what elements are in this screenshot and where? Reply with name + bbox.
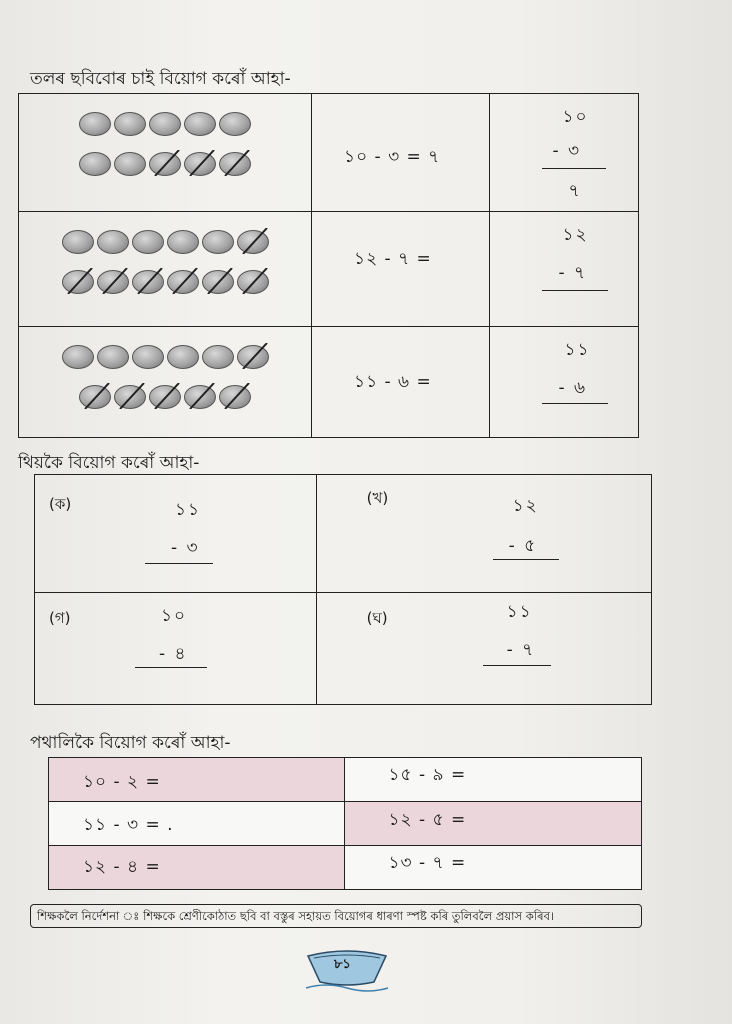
- coin-icon: [62, 230, 94, 254]
- problem-subtrahend: - ৫: [508, 536, 538, 556]
- coin-icon: [184, 112, 216, 136]
- subtrahend-3: - ৬: [558, 378, 588, 398]
- problem-label: (ঘ): [366, 609, 388, 627]
- table-row: [49, 758, 642, 802]
- horizontal-problem-text: ১০ - ২ =: [83, 772, 161, 792]
- horizontal-problem-text: ১১ - ৩ = .: [83, 815, 174, 835]
- coin-icon: [97, 345, 129, 369]
- problem-cell-kha: [316, 475, 651, 593]
- coin-icon: [132, 345, 164, 369]
- coins-cell-3: [19, 327, 312, 438]
- equation-cell-3: [312, 327, 490, 438]
- coin-icon: [219, 385, 251, 409]
- coin-icon: [79, 152, 111, 176]
- problem-cell-ga: [35, 593, 317, 705]
- strike-mark: [171, 268, 203, 294]
- coin-icon: [167, 230, 199, 254]
- coin-icon: [62, 345, 94, 369]
- table-row: [35, 475, 652, 593]
- coin-icon: [79, 385, 111, 409]
- problem-minuend: ১২: [512, 496, 539, 516]
- sum-line: [493, 559, 559, 560]
- coin-icon: [114, 112, 146, 136]
- table-row: [19, 327, 639, 438]
- section1-heading: তলৰ ছবিবোৰ চাই বিয়োগ কৰোঁ আহা-: [30, 69, 291, 89]
- problem-cell-ka: [35, 475, 317, 593]
- strike-mark: [241, 268, 273, 294]
- coin-icon: [62, 270, 94, 294]
- equation-cell-1: [312, 94, 490, 212]
- strike-mark: [83, 383, 115, 409]
- coin-icon: [202, 345, 234, 369]
- section2-heading: থিয়কৈ বিয়োগ কৰোঁ আহা-: [18, 453, 200, 473]
- answer-1: ৭: [568, 181, 582, 201]
- vertical-cell-3: [490, 327, 639, 438]
- coin-icon: [202, 270, 234, 294]
- sum-line: [542, 168, 606, 169]
- vertical-cell-1: [490, 94, 639, 212]
- strike-mark: [136, 268, 168, 294]
- strike-mark: [188, 150, 220, 176]
- coin-icon: [184, 152, 216, 176]
- vertical-cell-2: [490, 212, 639, 327]
- horizontal-problem: [344, 802, 642, 846]
- coin-icon: [149, 385, 181, 409]
- horizontal-problem: [344, 846, 642, 890]
- picture-subtraction-table: [18, 93, 639, 438]
- coin-icon: [114, 385, 146, 409]
- table-row: [35, 593, 652, 705]
- table-row: [49, 802, 642, 846]
- problem-label: (ক): [49, 495, 72, 513]
- sum-line: [135, 667, 207, 668]
- problem-subtrahend: - ৭: [506, 640, 536, 660]
- horizontal-problem: [49, 846, 345, 890]
- strike-mark: [153, 383, 185, 409]
- problem-minuend: ১১: [506, 602, 533, 622]
- equation-cell-2: [312, 212, 490, 327]
- horizontal-problem: [49, 758, 345, 802]
- equation-3: ১১ - ৬ =: [354, 372, 432, 392]
- teacher-note: শিক্ষকলৈ নিৰ্দেশনা ঃ শিক্ষকে শ্ৰেণীকোঠাত ছবি বা বস্তুৰ সহায়ত বিয়োগৰ ধাৰণা স্পষ্ট কৰি তুলিবলৈ প্ৰয়াস কৰিব।: [30, 904, 642, 928]
- problem-minuend: ১০: [161, 606, 188, 626]
- coin-icon: [114, 152, 146, 176]
- coin-icon: [237, 345, 269, 369]
- horizontal-problem: [344, 758, 642, 802]
- subtrahend-1: - ৩: [552, 141, 582, 161]
- problem-minuend: ১১: [175, 500, 202, 520]
- problem-cell-gha: [316, 593, 651, 705]
- coin-icon: [219, 112, 251, 136]
- coin-icon: [132, 270, 164, 294]
- table-row: [19, 212, 639, 327]
- coins-cell-2: [19, 212, 312, 327]
- sum-line: [483, 665, 551, 666]
- subtrahend-2: - ৭: [558, 263, 588, 283]
- problem-subtrahend: - ৩: [171, 538, 200, 558]
- section3-heading: পথালিকৈ বিয়োগ কৰোঁ আহা-: [30, 733, 231, 753]
- table-row: [19, 94, 639, 212]
- sum-line: [542, 403, 608, 404]
- table-row: [49, 846, 642, 890]
- sum-line: [542, 290, 608, 291]
- coin-icon: [202, 230, 234, 254]
- strike-mark: [66, 268, 98, 294]
- coin-icon: [167, 270, 199, 294]
- horizontal-problem-text: ১২ - ৫ =: [388, 810, 467, 830]
- strike-mark: [223, 383, 255, 409]
- minuend-2: ১২: [562, 225, 589, 245]
- sum-line: [145, 563, 213, 564]
- strike-mark: [101, 268, 133, 294]
- minuend-1: ১০: [562, 107, 589, 127]
- problem-label: (খ): [366, 489, 389, 507]
- page-number: ৮১: [334, 957, 351, 972]
- equation-2: ১২ - ৭ =: [354, 249, 432, 269]
- strike-mark: [118, 383, 150, 409]
- horizontal-subtraction-table: [48, 757, 642, 890]
- horizontal-problem-text: ১২ - ৪ =: [83, 857, 161, 877]
- equation-1: ১০ - ৩ = ৭: [344, 147, 441, 167]
- coin-icon: [184, 385, 216, 409]
- coin-icon: [219, 152, 251, 176]
- coins-cell-1: [19, 94, 312, 212]
- horizontal-problem-text: ১৩ - ৭ =: [388, 853, 467, 873]
- strike-mark: [206, 268, 238, 294]
- coin-icon: [237, 270, 269, 294]
- coin-icon: [167, 345, 199, 369]
- vertical-subtraction-table: [34, 474, 652, 705]
- strike-mark: [241, 228, 273, 254]
- problem-subtrahend: - ৪: [159, 644, 188, 664]
- problem-label: (গ): [49, 609, 71, 627]
- horizontal-problem: [49, 802, 345, 846]
- coin-icon: [237, 230, 269, 254]
- coin-icon: [97, 230, 129, 254]
- horizontal-problem-text: ১৫ - ৯ =: [388, 765, 467, 785]
- strike-mark: [223, 150, 255, 176]
- strike-mark: [188, 383, 220, 409]
- coin-icon: [97, 270, 129, 294]
- minuend-3: ১১: [564, 340, 591, 360]
- coin-icon: [132, 230, 164, 254]
- coin-icon: [149, 112, 181, 136]
- coin-icon: [79, 112, 111, 136]
- coin-icon: [149, 152, 181, 176]
- strike-mark: [153, 150, 185, 176]
- strike-mark: [241, 343, 273, 369]
